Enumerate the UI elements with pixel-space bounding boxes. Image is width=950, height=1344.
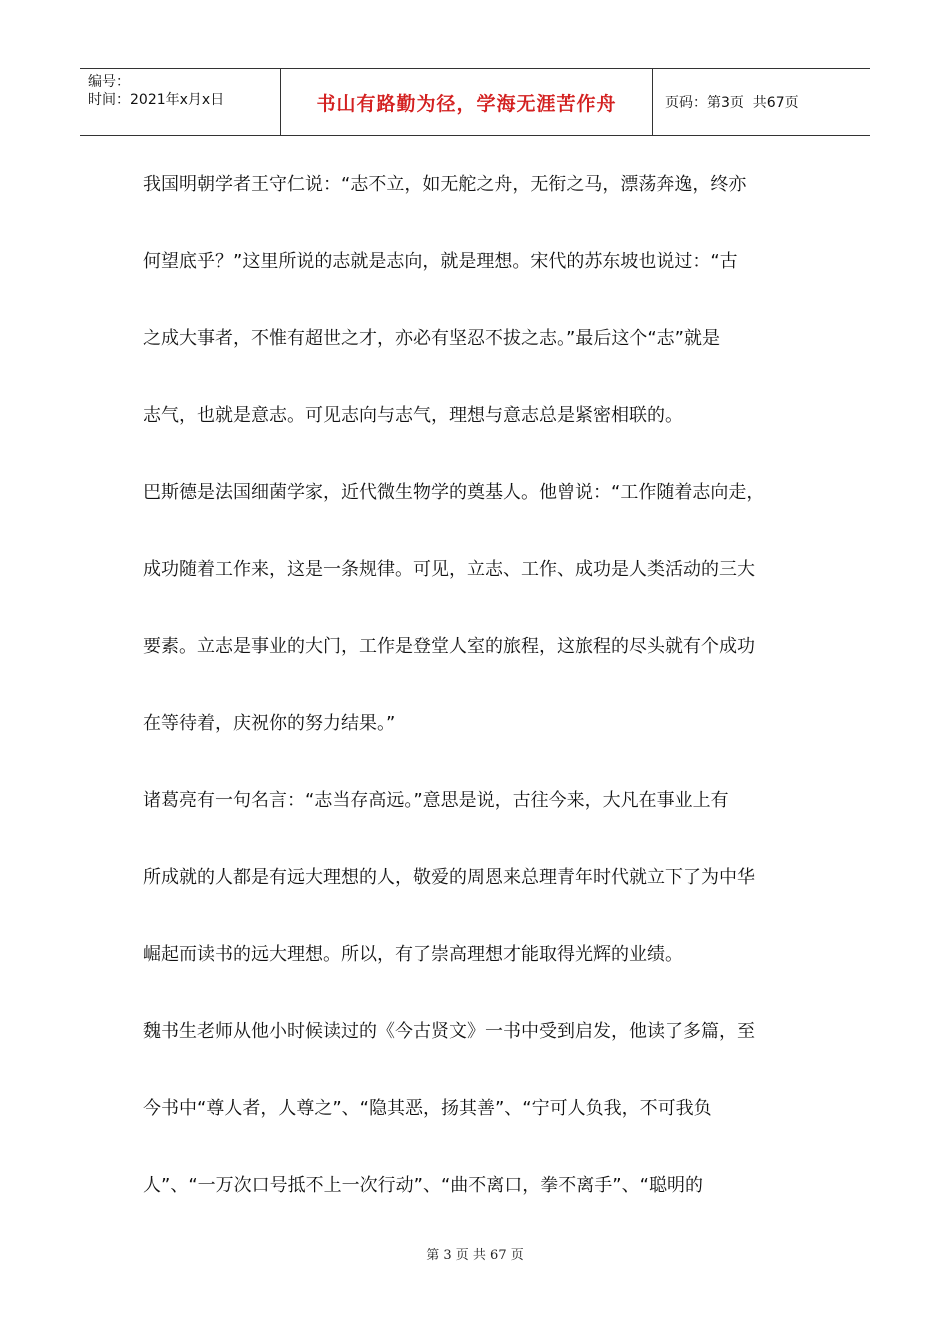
text-line: 我国明朝学者王守仁说：“志不立，如无舵之舟，无衔之马，漂荡奔逸，终亦 — [143, 174, 747, 195]
page-footer: 第 3 页 共 67 页 — [426, 1248, 524, 1263]
text-line: 崛起而读书的远大理想。所以，有了崇高理想才能取得光辉的业绩。 — [143, 944, 683, 965]
document-number-label: 编号： — [88, 74, 130, 90]
paragraph — [143, 1007, 808, 1238]
text-line: 志气，也就是意志。可见志向与志气，理想与意志总是紧密相联的。 — [143, 405, 683, 426]
paragraph — [143, 468, 808, 776]
text-line: 要素。立志是事业的大门，工作是登堂人室的旅程，这旅程的尽头就有个成功 — [143, 636, 755, 657]
paragraph — [143, 776, 808, 1007]
document-body — [143, 160, 808, 1238]
text-line: 魏书生老师从他小时候读过的《今古贤文》一书中受到启发，他读了多篇，至 — [143, 1021, 755, 1042]
text-line: 诸葛亮有一句名言：“志当存高远。”意思是说，古往今来，大凡在事业上有 — [143, 790, 729, 811]
text-line: 何望底乎？”这里所说的志就是志向，就是理想。宋代的苏东坡也说过：“古 — [143, 251, 738, 272]
text-line: 成功随着工作来，这是一条规律。可见，立志、工作、成功是人类活动的三大 — [143, 559, 755, 580]
text-line: 人”、“一万次口号抵不上一次行动”、“曲不离口，拳不离手”、“聪明的 — [143, 1175, 703, 1196]
text-line: 在等待着，庆祝你的努力结果。” — [143, 713, 396, 734]
document-header — [80, 68, 870, 136]
text-line: 之成大事者，不惟有超世之才，亦必有坚忍不拔之志。”最后这个“志”就是 — [143, 328, 720, 349]
header-motto: 书山有路勤为径，学海无涯苦作舟 — [281, 69, 653, 135]
page-info-text: 页码：第3页 共67页 — [665, 95, 799, 111]
header-page-info — [653, 69, 870, 135]
paragraph — [143, 160, 808, 468]
header-meta — [80, 69, 281, 135]
text-line: 所成就的人都是有远大理想的人，敬爱的周恩来总理青年时代就立下了为中华 — [143, 867, 755, 888]
text-line: 今书中“尊人者，人尊之”、“隐其恶，扬其善”、“宁可人负我，不可我负 — [143, 1098, 712, 1119]
document-time-label: 时间：2021年x月x日 — [88, 92, 225, 108]
text-line: 巴斯德是法国细菌学家，近代微生物学的奠基人。他曾说：“工作随着志向走， — [143, 482, 765, 503]
